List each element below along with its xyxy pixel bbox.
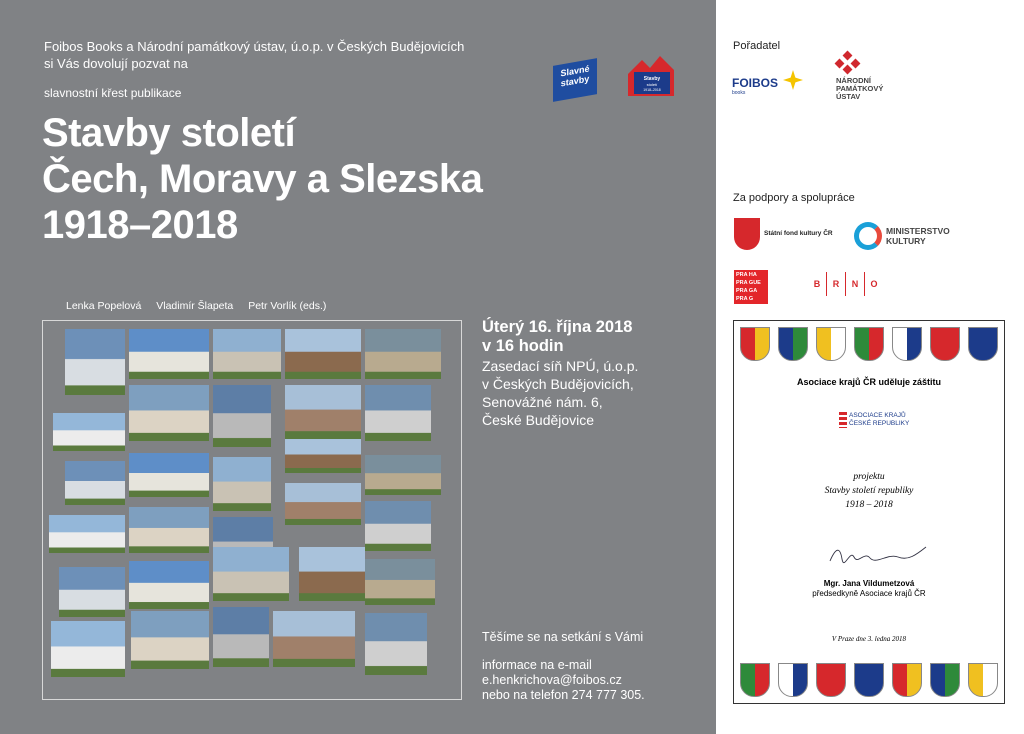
invite-intro bbox=[44, 38, 464, 72]
regional-crest-icon bbox=[930, 327, 960, 361]
building-photo bbox=[129, 507, 209, 553]
brno-letter: N bbox=[846, 272, 865, 296]
signature bbox=[828, 545, 928, 565]
ak-flag-icon bbox=[839, 412, 847, 428]
svg-text:Stavby: Stavby bbox=[643, 76, 661, 82]
building-photo bbox=[365, 329, 441, 379]
building-photo bbox=[213, 457, 271, 511]
venue-line: České Budějovice bbox=[482, 412, 595, 428]
regional-crest-icon bbox=[892, 663, 922, 697]
intro-line: si Vás dovolují pozvat na bbox=[44, 56, 188, 71]
title-line: 1918–2018 bbox=[42, 203, 238, 247]
brno-letter: B bbox=[808, 272, 827, 296]
brno-letter: O bbox=[870, 279, 878, 289]
cert-project-label: projektu bbox=[853, 472, 885, 482]
npu-logo bbox=[836, 52, 883, 101]
npu-mark-icon bbox=[836, 52, 860, 74]
regional-crest-icon bbox=[968, 663, 998, 697]
cert-heading: Asociace krajů ČR uděluje záštitu bbox=[796, 377, 942, 387]
patronage-certificate bbox=[733, 320, 1005, 704]
stavby-stoleti-logo bbox=[628, 56, 674, 96]
regional-crest-icon bbox=[892, 327, 922, 361]
sfk-logo-text: Státní fond kultury ČR bbox=[764, 230, 833, 237]
regional-crest-icon bbox=[816, 327, 846, 361]
venue-line: v Českých Budějovicích, bbox=[482, 376, 634, 392]
svg-text:století: století bbox=[646, 82, 658, 87]
building-photo bbox=[365, 501, 431, 551]
building-photo bbox=[65, 329, 125, 395]
building-photo bbox=[65, 461, 125, 505]
building-photo-gallery bbox=[42, 320, 462, 700]
building-photo bbox=[365, 613, 427, 675]
building-photo bbox=[285, 483, 361, 525]
ministry-logo-text bbox=[886, 226, 950, 246]
building-photo bbox=[213, 329, 281, 379]
event-date bbox=[482, 318, 632, 356]
mk-line: KULTURY bbox=[886, 236, 926, 246]
title-line: Čech, Moravy a Slezska bbox=[42, 157, 483, 201]
building-photo bbox=[285, 385, 361, 439]
event-venue bbox=[482, 357, 638, 429]
ak-logo bbox=[839, 411, 909, 429]
support-label: Za podpory a spolupráce bbox=[733, 192, 855, 204]
regional-crest-icon bbox=[854, 663, 884, 697]
slavne-stavby-logo: Slavné stavby bbox=[553, 58, 597, 102]
title-line: Stavby století bbox=[42, 111, 296, 155]
praha-line: PRA G bbox=[736, 296, 754, 302]
building-photo bbox=[365, 385, 431, 441]
author: Vladimír Šlapeta bbox=[156, 300, 234, 312]
intro-line: Foibos Books a Národní památkový ústav, ú.o.p. v Českých Budějovicích bbox=[44, 39, 465, 54]
building-photo bbox=[129, 561, 209, 609]
contact-phone: nebo na telefon 274 777 305. bbox=[482, 688, 645, 702]
contact-info bbox=[482, 658, 645, 703]
greeting: Těšíme se na setkání s Vámi bbox=[482, 630, 644, 644]
building-photo bbox=[129, 385, 209, 441]
building-photo bbox=[285, 329, 361, 379]
ak-line: ČESKÉ REPUBLIKY bbox=[849, 419, 910, 427]
brno-letter: R bbox=[827, 272, 846, 296]
cert-project-title: Stavby století republiky bbox=[824, 486, 914, 496]
organizer-label: Pořadatel bbox=[733, 40, 781, 52]
authors bbox=[66, 300, 338, 312]
regional-crest-icon bbox=[778, 327, 808, 361]
brno-logo bbox=[808, 272, 883, 296]
building-photo bbox=[299, 547, 365, 601]
svg-text:1918–2018: 1918–2018 bbox=[643, 88, 661, 92]
npu-line: PAMÁTKOVÝ bbox=[836, 84, 884, 93]
building-photo bbox=[273, 611, 355, 667]
building-photo bbox=[213, 607, 269, 667]
book-title bbox=[42, 110, 482, 248]
praha-logo bbox=[734, 270, 768, 304]
building-photo bbox=[285, 439, 361, 473]
building-photo bbox=[51, 621, 125, 677]
building-photo bbox=[213, 385, 271, 447]
regional-crest-icon bbox=[854, 327, 884, 361]
cert-project-years: 1918 – 2018 bbox=[845, 500, 893, 510]
cert-place-date: V Praze dne 3. ledna 2018 bbox=[831, 635, 907, 643]
praha-line: PRA GA bbox=[736, 288, 758, 294]
building-photo bbox=[365, 559, 435, 605]
praha-line: PRA HA bbox=[736, 272, 757, 278]
venue-line: Senovážné nám. 6, bbox=[482, 394, 603, 410]
building-photo bbox=[49, 515, 125, 553]
npu-line: NÁRODNÍ bbox=[836, 76, 871, 85]
foibos-sub: books bbox=[732, 90, 746, 96]
ministry-logo-icon bbox=[854, 222, 882, 250]
building-photo bbox=[129, 329, 209, 379]
regional-crest-icon bbox=[740, 663, 770, 697]
venue-line: Zasedací síň NPÚ, ú.o.p. bbox=[482, 358, 639, 374]
ak-line: ASOCIACE KRAJŮ bbox=[849, 411, 906, 419]
time-line: v 16 hodin bbox=[482, 337, 564, 355]
regional-crest-icon bbox=[816, 663, 846, 697]
invite-subtitle: slavnostní křest publikace bbox=[44, 86, 182, 100]
npu-line: ÚSTAV bbox=[836, 92, 861, 101]
building-photo bbox=[59, 567, 125, 617]
praha-line: PRA GUE bbox=[736, 280, 761, 286]
foibos-wordmark: FOIBOS bbox=[732, 76, 779, 90]
regional-crest-icon bbox=[968, 327, 998, 361]
building-photo bbox=[131, 611, 209, 669]
building-photo bbox=[53, 413, 125, 451]
date-line: Úterý 16. října 2018 bbox=[482, 318, 633, 336]
cert-signer: Mgr. Jana Vildumetzová bbox=[823, 579, 915, 588]
cert-signer-role: předsedkyně Asociace krajů ČR bbox=[812, 589, 926, 598]
regional-crest-icon bbox=[778, 663, 808, 697]
author: Lenka Popelová bbox=[66, 300, 142, 312]
building-photo bbox=[213, 547, 289, 601]
author: Petr Vorlík (eds.) bbox=[248, 300, 327, 312]
building-photo bbox=[129, 453, 209, 497]
foibos-logo bbox=[732, 76, 778, 96]
mk-line: MINISTERSTVO bbox=[886, 226, 950, 236]
contact-line: informace na e-mail bbox=[482, 658, 592, 672]
regional-crest-icon bbox=[740, 327, 770, 361]
building-photo bbox=[365, 455, 441, 495]
czech-lion-icon bbox=[734, 218, 760, 250]
regional-crest-icon bbox=[930, 663, 960, 697]
contact-email[interactable]: e.henkrichova@foibos.cz bbox=[482, 673, 622, 687]
